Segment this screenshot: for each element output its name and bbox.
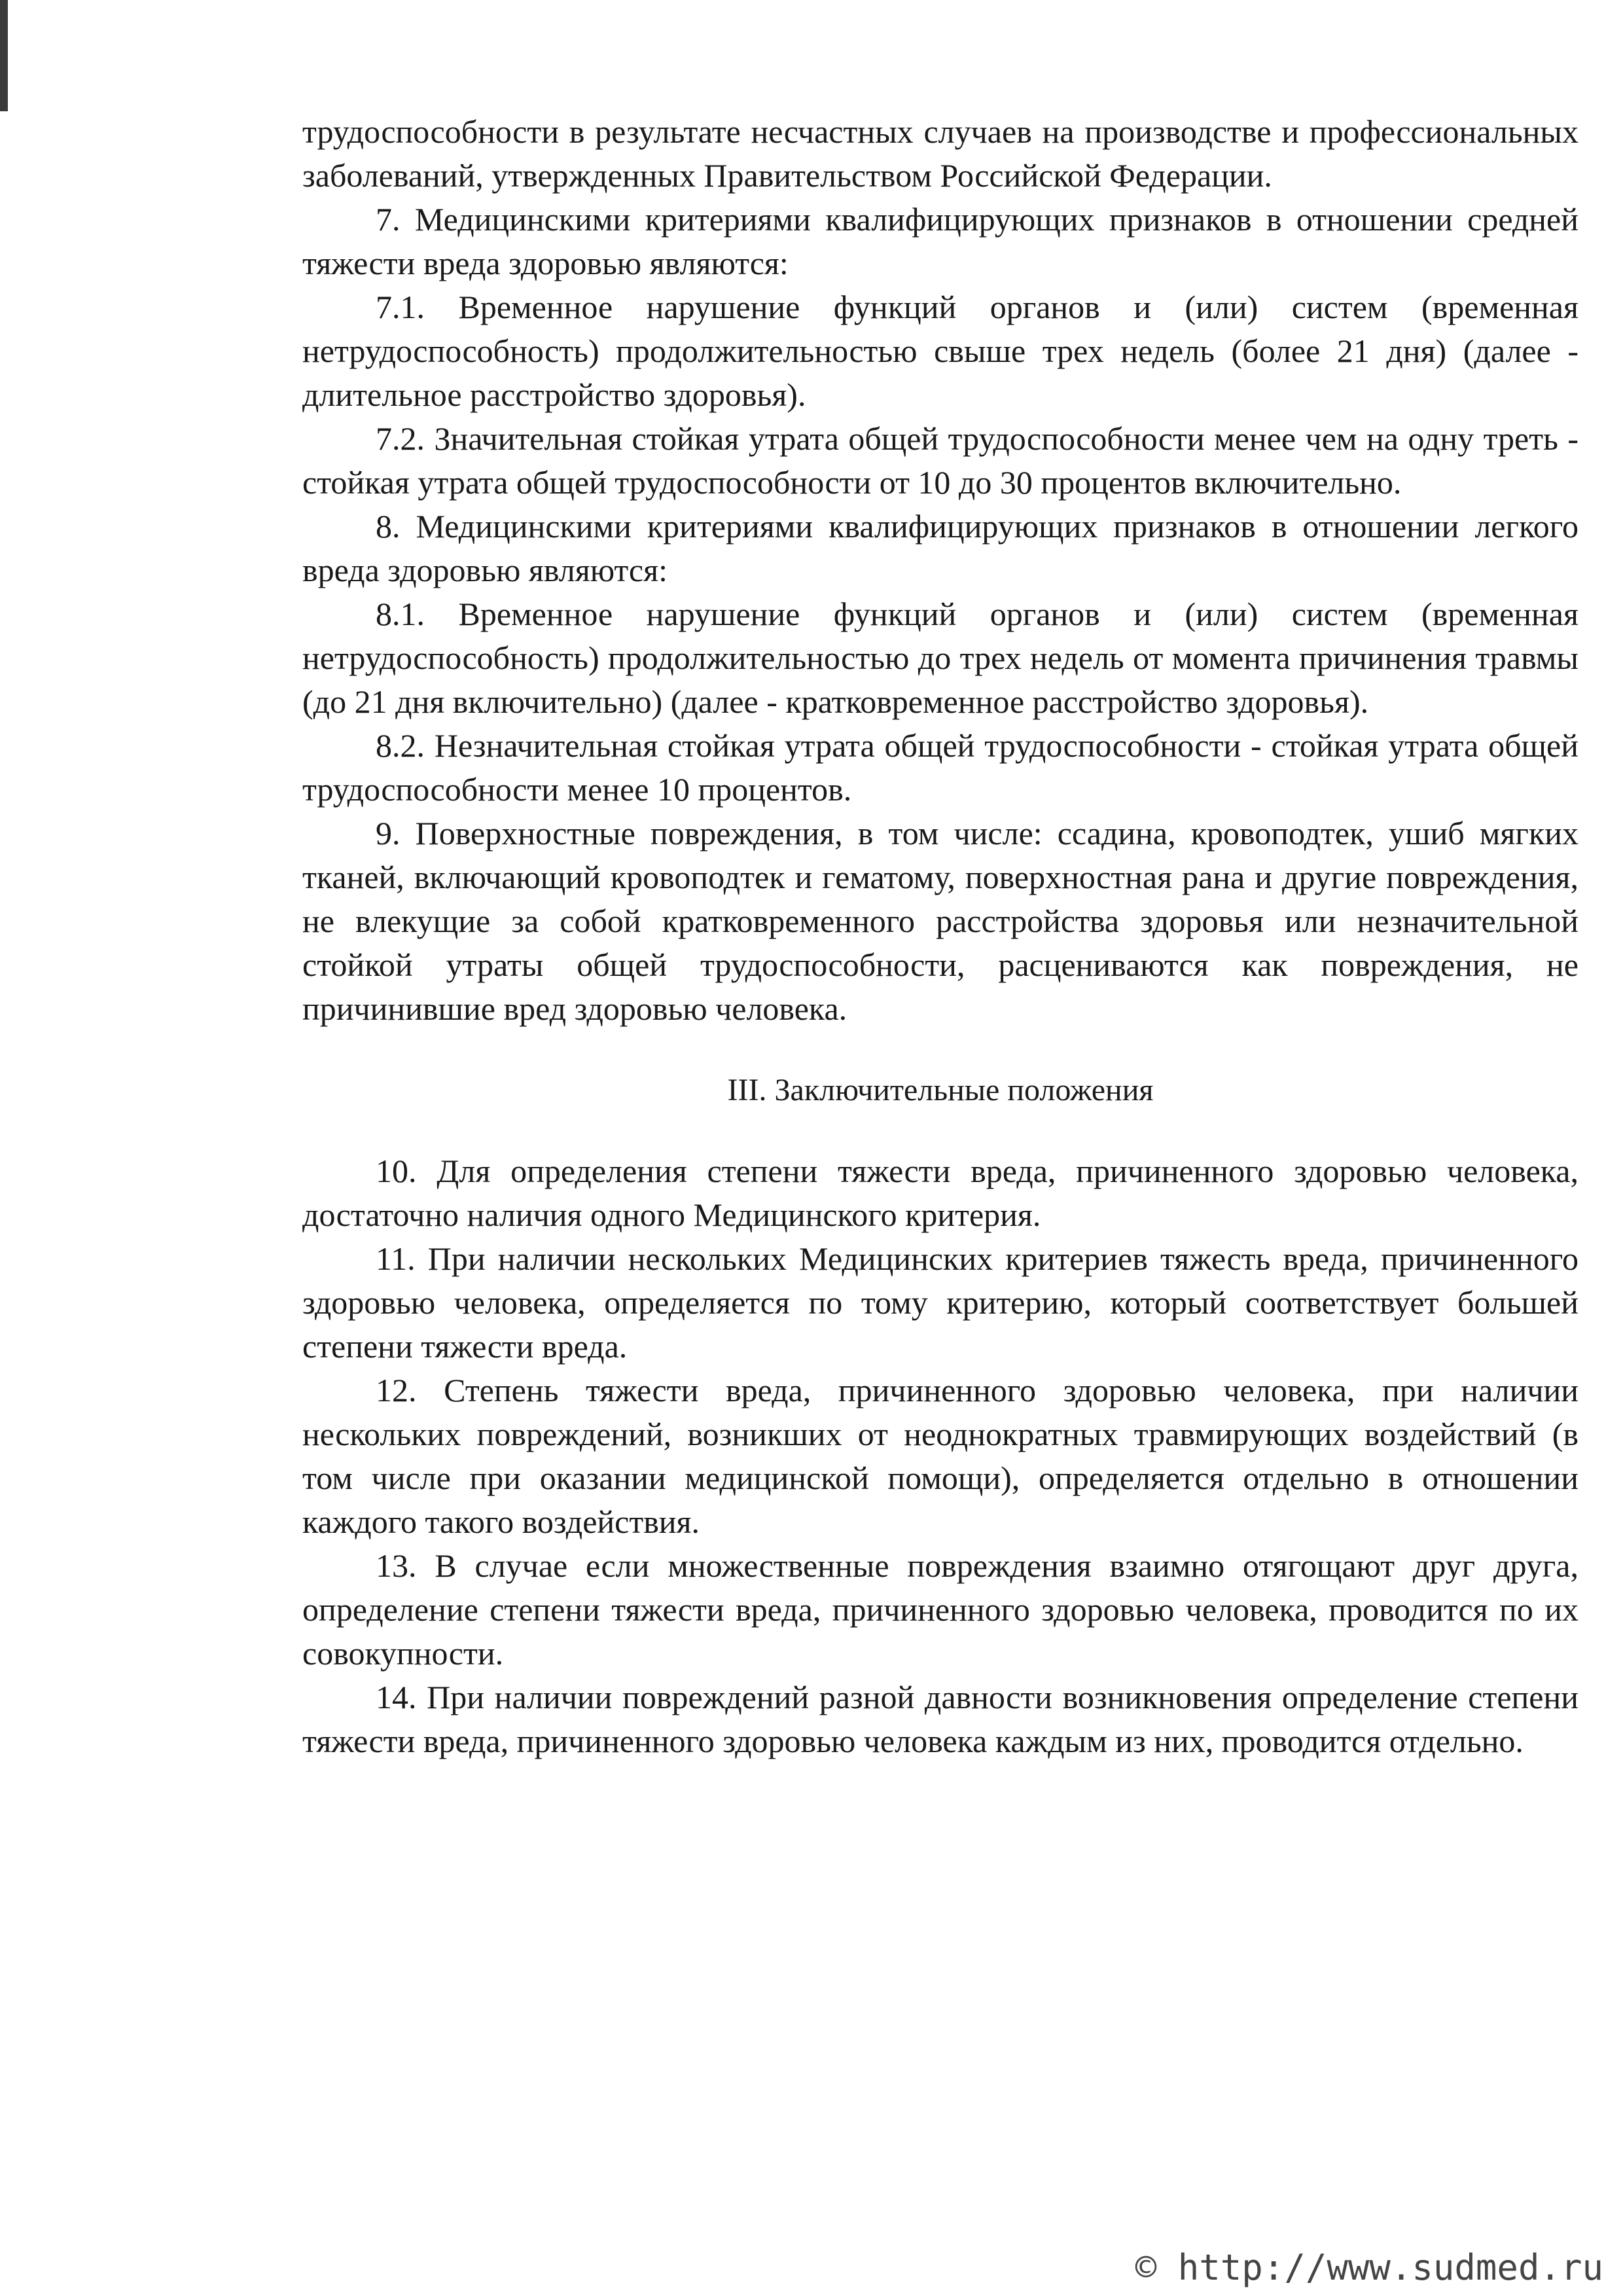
document-page	[302, 110, 1578, 1763]
watermark-url: © http://www.sudmed.ru	[1135, 2247, 1603, 2288]
paragraph-continued: трудоспособности в результате несчастных случаев на производстве и профессиональных заболеваний, утвержденных Правительством Российской Федерации.	[302, 113, 1578, 194]
paragraph-7-1: 7.1. Временное нарушение функций органов и (или) систем (временная нетрудоспособность) продолжительностью свыше трех недель (более 21 дня) (далее - длительное расстройство здоровья).	[302, 289, 1578, 413]
paragraph-8: 8. Медицинскими критериями квалифицирующих признаков в отношении легкого вреда здоровью являются:	[302, 508, 1578, 588]
paragraph-12: 12. Степень тяжести вреда, причиненного здоровью человека, при наличии нескольких повреждений, возникших от неоднократных травмирующих воздействий (в том числе при оказании медицинской помощи), определяется отдельно в отношении каждого такого воздействия.	[302, 1372, 1578, 1540]
paragraph-14: 14. При наличии повреждений разной давности возникновения определение степени тяжести вреда, причиненного здоровью человека каждым из них, проводится отдельно.	[302, 1679, 1578, 1759]
paragraph-8-1: 8.1. Временное нарушение функций органов и (или) систем (временная нетрудоспособность) продолжительностью до трех недель от момента причинения травмы (до 21 дня включительно) (далее - кратковременное расстройство здоровья).	[302, 596, 1578, 720]
paragraph-7: 7. Медицинскими критериями квалифицирующих признаков в отношении средней тяжести вреда здоровью являются:	[302, 201, 1578, 281]
section-title: III. Заключительные положения	[727, 1073, 1154, 1107]
paragraph-7-2: 7.2. Значительная стойкая утрата общей трудоспособности менее чем на одну треть - стойкая утрата общей трудоспособности от 10 до 30 процентов включительно.	[302, 420, 1578, 501]
paragraph-9: 9. Поверхностные повреждения, в том числе: ссадина, кровоподтек, ушиб мягких тканей, включающий кровоподтек и гематому, поверхностная рана и другие повреждения, не влекущие за собой кратковременного расстройства здоровья или незначительной стойкой утраты общей трудоспособности, расцениваются как повреждения, не причинившие вред здоровью человека.	[302, 815, 1578, 1027]
paragraph-11: 11. При наличии нескольких Медицинских критериев тяжесть вреда, причиненного здоровью человека, определяется по тому критерию, который соответствует большей степени тяжести вреда.	[302, 1240, 1578, 1365]
paragraph-13: 13. В случае если множественные повреждения взаимно отягощают друг друга, определение степени тяжести вреда, причиненного здоровью человека, проводится по их совокупности.	[302, 1547, 1578, 1672]
scan-edge-shadow	[0, 0, 8, 111]
paragraph-8-2: 8.2. Незначительная стойкая утрата общей трудоспособности - стойкая утрата общей трудоспособности менее 10 процентов.	[302, 727, 1578, 808]
paragraph-10: 10. Для определения степени тяжести вреда, причиненного здоровью человека, достаточно наличия одного Медицинского критерия.	[302, 1153, 1578, 1233]
